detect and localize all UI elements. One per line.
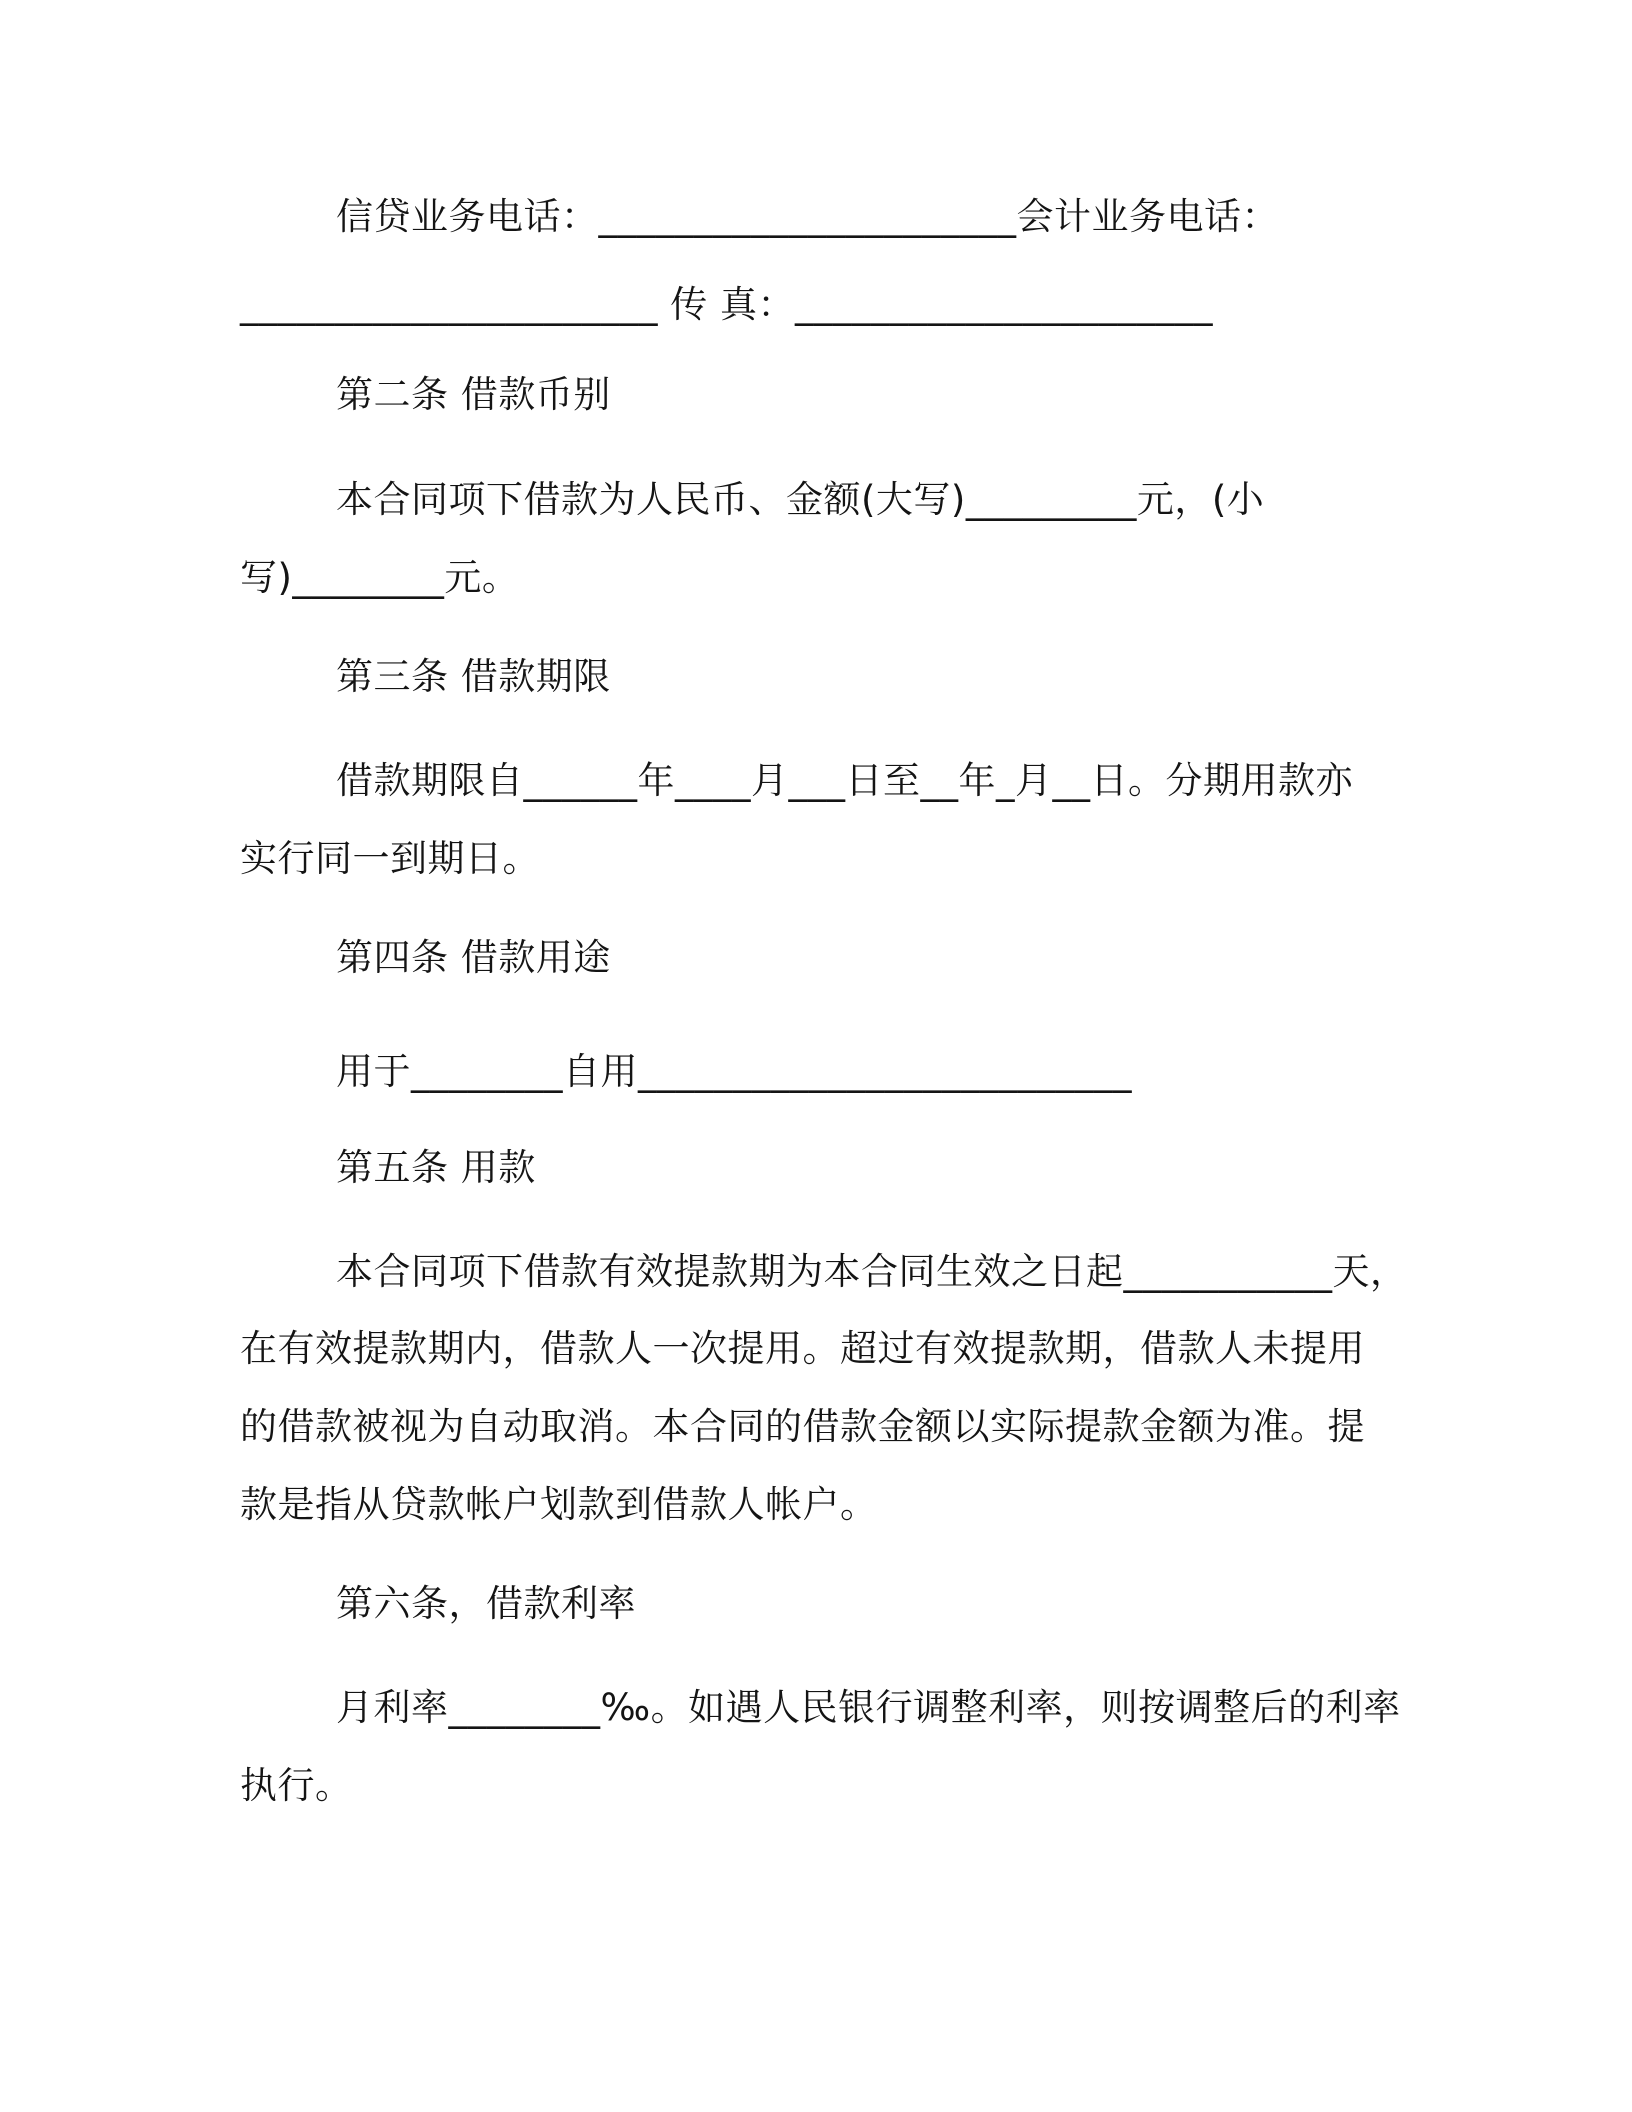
contact-phones-line: 信贷业务电话：______________________会计业务电话： — [336, 195, 1279, 238]
article-5-body-line-2: 在有效提款期内，借款人一次提用。超过有效提款期，借款人未提用 — [240, 1327, 1365, 1370]
article-4-body-line-1: 用于________自用__________________________ — [336, 1050, 1132, 1093]
article-5-body-line-1: 本合同项下借款有效提款期为本合同生效之日起___________天， — [336, 1250, 1408, 1293]
article-2-body-line-2: 写)________元。 — [240, 556, 520, 599]
article-3-heading: 第三条 借款期限 — [336, 655, 611, 698]
article-2-body-line-1: 本合同项下借款为人民币、金额(大写)_________元，(小 — [336, 478, 1265, 521]
article-3-body-line-2: 实行同一到期日。 — [240, 837, 540, 880]
article-4-heading: 第四条 借款用途 — [336, 936, 611, 979]
article-5-body-line-3: 的借款被视为自动取消。本合同的借款金额以实际提款金额为准。提 — [240, 1405, 1365, 1448]
article-3-body-line-1: 借款期限自______年____月___日至__年_月__日。分期用款亦 — [336, 759, 1353, 802]
article-6-heading: 第六条，借款利率 — [336, 1582, 636, 1625]
contact-fax-line: ______________________ 传 真：______________________ — [240, 283, 1214, 326]
article-6-body-line-1: 月利率________‰。如遇人民银行调整利率，则按调整后的利率 — [336, 1686, 1401, 1729]
article-5-body-line-4: 款是指从贷款帐户划款到借款人帐户。 — [240, 1483, 878, 1526]
article-6-body-line-2: 执行。 — [240, 1764, 353, 1807]
article-2-heading: 第二条 借款币别 — [336, 373, 611, 416]
article-5-heading: 第五条 用款 — [336, 1146, 536, 1189]
